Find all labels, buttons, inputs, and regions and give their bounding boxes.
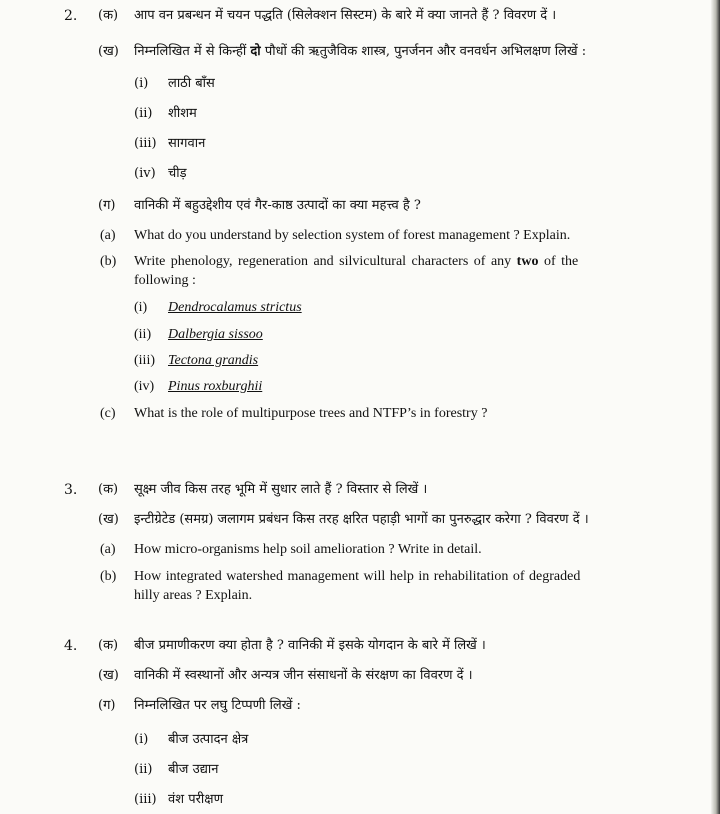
sub-item-label: (iii) <box>134 792 157 807</box>
sub-item-text: लाठी बाँस <box>168 76 215 91</box>
sub-item-text: शीशम <box>168 106 197 121</box>
sub-item-label: (iv) <box>134 379 155 394</box>
sub-item-label: (i) <box>134 732 149 747</box>
item-label: (ग) <box>98 698 116 713</box>
question-number: 4. <box>64 638 78 654</box>
item-text: आप वन प्रबन्धन में चयन पद्धति (सिलेक्शन सिस्टम) के बारे में क्या जानते हैं ? विवरण दें । <box>134 8 557 23</box>
question-number: 3. <box>64 482 78 498</box>
item-label: (b) <box>100 569 117 584</box>
item-text: What do you understand by selection system of forest management ? Explain. <box>134 228 571 243</box>
sub-item-text: बीज उद्यान <box>168 762 219 777</box>
sub-item-text: वंश परीक्षण <box>168 792 223 807</box>
item-label: (क) <box>98 482 119 497</box>
sub-item-label: (i) <box>134 300 148 315</box>
sub-item-label: (iii) <box>134 136 157 151</box>
item-text: How integrated watershed management will help in rehabilitation of degraded <box>134 569 581 584</box>
sub-item-text: बीज उत्पादन क्षेत्र <box>168 732 249 747</box>
sub-item-label: (ii) <box>134 106 153 121</box>
text-part: पौधों की ऋतुजैविक शास्त्र, पुनर्जनन और वनवर्धन अभिलक्षण लिखें : <box>264 44 587 59</box>
sub-item-label: (iv) <box>134 166 156 181</box>
text-part: of the <box>543 254 579 269</box>
item-label: (क) <box>98 8 119 23</box>
text-part: Write phenology, regeneration and silvicultural characters of any <box>134 254 512 269</box>
item-label: (ख) <box>98 44 119 59</box>
sub-item-label: (iii) <box>134 353 155 368</box>
item-text: How micro-organisms help soil amelioration ? Write in detail. <box>134 542 482 557</box>
species-name: Tectona grandis <box>168 353 259 368</box>
sub-item-text: चीड़ <box>168 166 187 181</box>
item-label: (a) <box>100 542 116 557</box>
sub-item-text: सागवान <box>168 136 206 151</box>
item-text: निम्नलिखित पर लघु टिप्पणी लिखें : <box>134 698 301 713</box>
item-label: (क) <box>98 638 119 653</box>
sub-item-label: (ii) <box>134 762 153 777</box>
sub-item-label: (ii) <box>134 327 152 342</box>
item-text: सूक्ष्म जीव किस तरह भूमि में सुधार लाते हैं ? विस्तार से लिखें । <box>134 482 428 497</box>
item-text <box>134 44 586 60</box>
emphasis-text: दो <box>250 44 261 59</box>
item-text: वानिकी में बहुउद्देशीय एवं गैर-काष्ठ उत्पादों का क्या महत्त्व है ? <box>134 198 421 213</box>
species-name: Dalbergia sissoo <box>168 327 263 342</box>
question-number: 2. <box>64 8 78 24</box>
text-part: निम्नलिखित में से किन्हीं <box>134 44 247 59</box>
item-label: (b) <box>100 254 117 269</box>
species-name: Dendrocalamus strictus <box>168 300 302 315</box>
emphasis-text: two <box>516 254 539 269</box>
item-text: hilly areas ? Explain. <box>134 588 253 603</box>
item-text: वानिकी में स्वस्थानों और अन्यत्र जीन संसाधनों के संरक्षण का विवरण दें । <box>134 668 473 683</box>
species-name: Pinus roxburghii <box>168 379 263 394</box>
item-text: What is the role of multipurpose trees and NTFP’s in forestry ? <box>134 406 488 421</box>
item-text: इन्टीग्रेटेड (समग्र) जलागम प्रबंधन किस तरह क्षरित पहाड़ी भागों का पुनरुद्धार करेगा ? विवरण दें । <box>134 512 589 527</box>
page-edge-shadow <box>711 0 720 814</box>
item-text <box>134 254 578 270</box>
item-label: (a) <box>100 228 116 243</box>
item-label: (ख) <box>98 668 119 683</box>
item-label: (ख) <box>98 512 119 527</box>
item-label: (ग) <box>98 198 116 213</box>
item-text: following : <box>134 273 196 288</box>
item-label: (c) <box>100 406 116 421</box>
sub-item-label: (i) <box>134 76 149 91</box>
item-text: बीज प्रमाणीकरण क्या होता है ? वानिकी में इसके योगदान के बारे में लिखें । <box>134 638 486 653</box>
